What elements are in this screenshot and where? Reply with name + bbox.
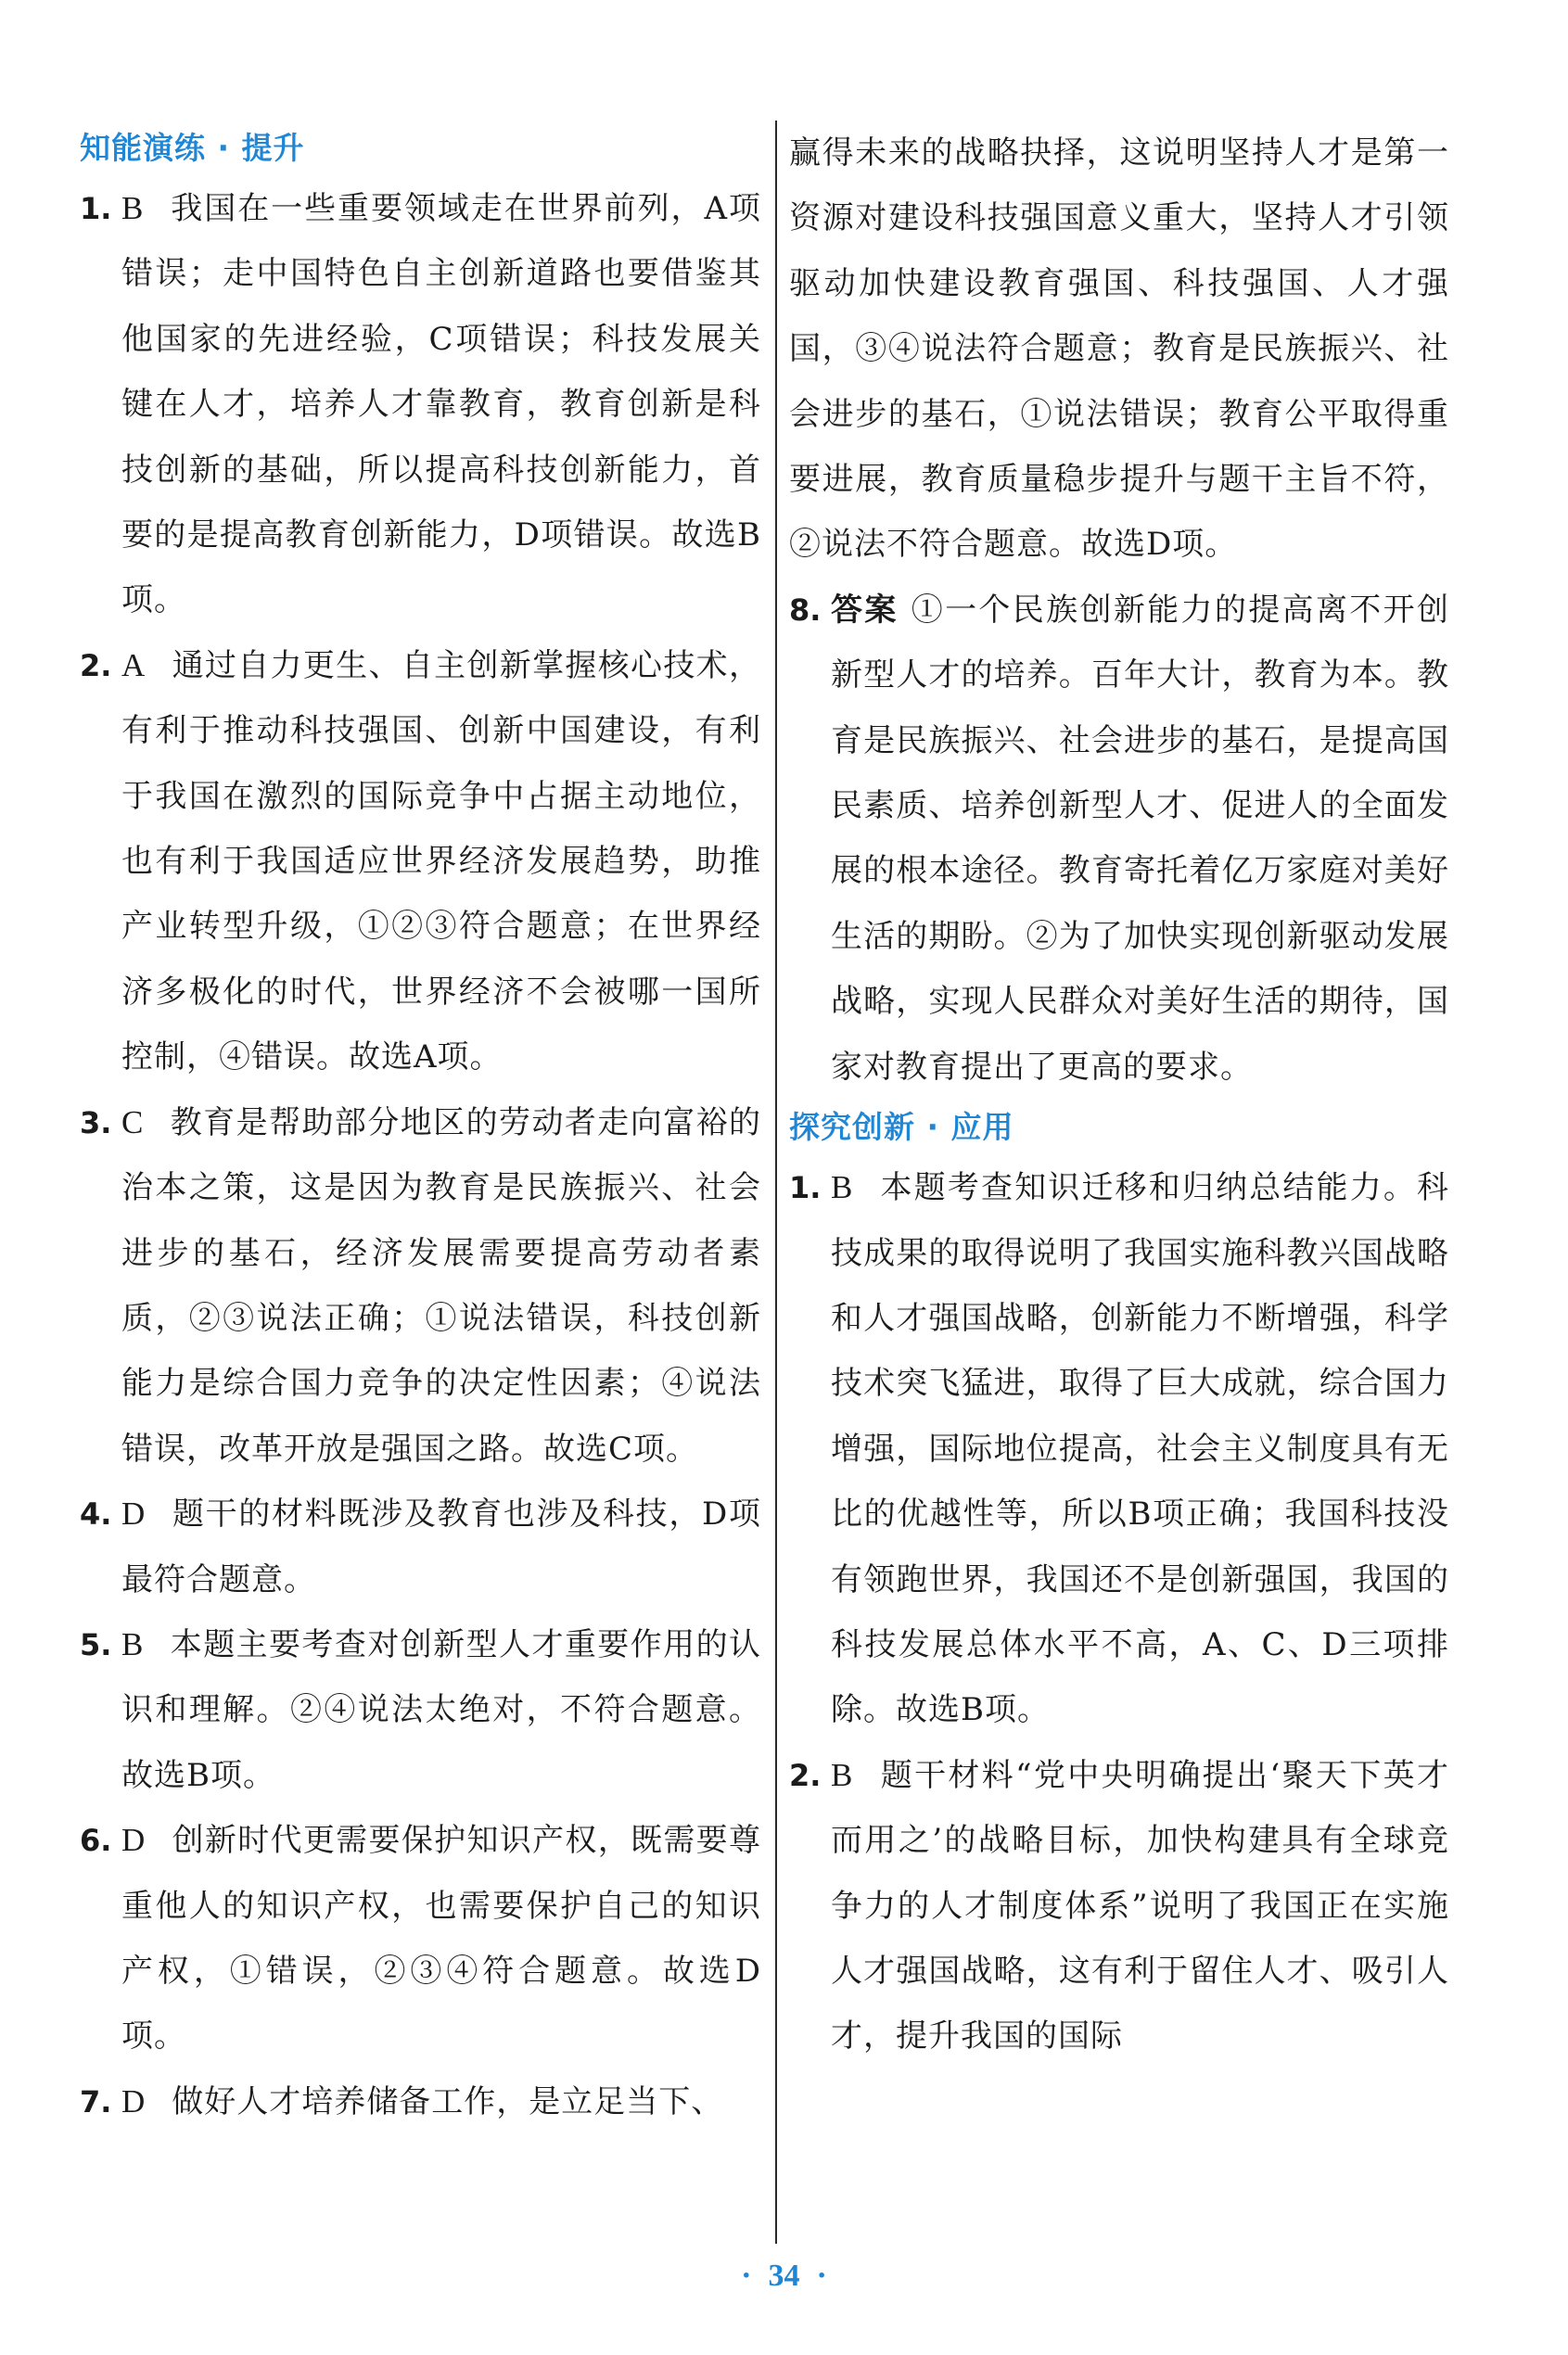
question-item [80, 2069, 761, 2134]
section-title-inquiry: 探究创新 · 应用 [789, 1109, 1014, 1146]
question-explanation [80, 1612, 761, 1808]
explanation-text: ①一个民族创新能力的提高离不开创新型人才的培养。百年大计，教育为本。教育是民族振兴、社会进步的基石，是提高国民素质、培养创新型人才、促进人的全面发展的根本途径。教育寄托着亿万家庭对美好生活的期盼。②为了加快实现创新驱动发展战略，实现人民群众对美好生活的期待，国家对教育提出了更高的要求。 [831, 591, 1450, 1086]
answer-choice: B [831, 1756, 854, 1793]
page-dot-right: · [816, 2259, 827, 2293]
answer-choice: B [121, 1625, 145, 1662]
question-number: 1. [80, 191, 112, 226]
page-number [0, 2259, 1568, 2294]
explanation-text: 创新时代更需要保护知识产权，既需要尊重他人的知识产权，也需要保护自己的知识产权，①错误，②③④符合题意。故选D项。 [121, 1822, 761, 2056]
question-number: 4. [80, 1496, 112, 1533]
answer-choice: B [121, 190, 145, 226]
explanation-text: 本题主要考查对创新型人才重要作用的认识和理解。②④说法太绝对，不符合题意。故选B项。 [121, 1625, 761, 1794]
explanation-text: 题干材料“党中央明确提出‘聚天下英才而用之’的战略目标，加快构建具有全球竞争力的人才制度体系”说明了我国正在实施人才强国战略，这有利于留住人才、吸引人才，提升我国的国际 [831, 1756, 1449, 2056]
answer-label: 答案 [831, 591, 899, 629]
question-item [789, 1155, 1449, 1743]
question-number: 1. [789, 1170, 822, 1206]
section-title-practice: 知能演练 · 提升 [80, 130, 305, 166]
explanation-text: 我国在一些重要领域走在世界前列，A项错误；走中国特色自主创新道路也要借鉴其他国家的先进经验，C项错误；科技发展关键在人才，培养人才靠教育，教育创新是科技创新的基础，所以提高科技创新能力，首要的是提高教育创新能力，D项错误。故选B项。 [121, 190, 761, 619]
question-number: 6. [80, 1823, 112, 1859]
question-item [80, 1482, 761, 1612]
question-explanation [80, 1808, 761, 2069]
right-column [789, 121, 1449, 2069]
question-explanation [80, 2069, 761, 2134]
question-item [80, 176, 761, 633]
question-item [80, 633, 761, 1090]
explanation-text: 通过自力更生、自主创新掌握核心技术，有利于推动科技强国、创新中国建设，有利于我国在激烈的国际竞争中占据主动地位，也有利于我国适应世界经济发展趋势，助推产业转型升级，①②③符合题意；在世界经济多极化的时代，世界经济不会被哪一国所控制，④错误。故选A项。 [121, 646, 761, 1076]
question-item [80, 1808, 761, 2069]
question-explanation [80, 1482, 761, 1612]
explanation-text: 题干的材料既涉及教育也涉及科技，D项最符合题意。 [121, 1496, 761, 1598]
question-number: 3. [80, 1104, 112, 1140]
question-explanation [789, 1155, 1449, 1743]
question-number: 5. [80, 1626, 112, 1662]
page-dot-left: · [741, 2259, 752, 2293]
question-item [80, 1090, 761, 1482]
explanation-text: 本题考查知识迁移和归纳总结能力。科技成果的取得说明了我国实施科教兴国战略和人才强国战略，创新能力不断增强，科学技术突飞猛进，取得了巨大成就，综合国力增强，国际地位提高，社会主义制度具有无比的优越性等，所以B项正确；我国科技没有领跑世界，我国还不是创新强国，我国的科技发展总体水平不高，A、C、D三项排除。故选B项。 [831, 1169, 1449, 1729]
question-7-continuation: 赢得未来的战略抉择，这说明坚持人才是第一资源对建设科技强国意义重大，坚持人才引领驱动加快建设教育强国、科技强国、人才强国，③④说法符合题意；教育是民族振兴、社会进步的基石，①说法错误；教育公平取得重要进展，教育质量稳步提升与题干主旨不符，②说法不符合题意。故选D项。 [789, 134, 1449, 564]
question-item [789, 1743, 1449, 2069]
question-number: 2. [789, 1757, 822, 1793]
question-explanation [789, 1743, 1449, 2069]
question-explanation [80, 633, 761, 1090]
question-item [80, 1612, 761, 1808]
question-explanation [789, 578, 1449, 1100]
question-number: 7. [80, 2083, 112, 2120]
answer-choice: D [121, 1496, 147, 1533]
question-number: 2. [80, 647, 112, 683]
left-column [80, 121, 761, 2134]
column-divider [775, 121, 777, 2244]
answer-choice: B [831, 1169, 854, 1206]
question-explanation [80, 1090, 761, 1482]
explanation-text: 做好人才培养储备工作，是立足当下、 [172, 2082, 724, 2120]
question-explanation [80, 176, 761, 633]
answer-choice: D [121, 1822, 147, 1859]
question-number: 8. [789, 592, 822, 628]
answer-choice: A [121, 646, 147, 683]
question-item-8 [789, 578, 1449, 1100]
answer-choice: C [121, 1103, 145, 1140]
answer-choice: D [121, 2082, 147, 2120]
page-number-value: 34 [768, 2259, 800, 2293]
explanation-text: 教育是帮助部分地区的劳动者走向富裕的治本之策，这是因为教育是民族振兴、社会进步的基石，经济发展需要提高劳动者素质，②③说法正确；①说法错误，科技创新能力是综合国力竞争的决定性因素；④说法错误，改革开放是强国之路。故选C项。 [121, 1103, 761, 1468]
